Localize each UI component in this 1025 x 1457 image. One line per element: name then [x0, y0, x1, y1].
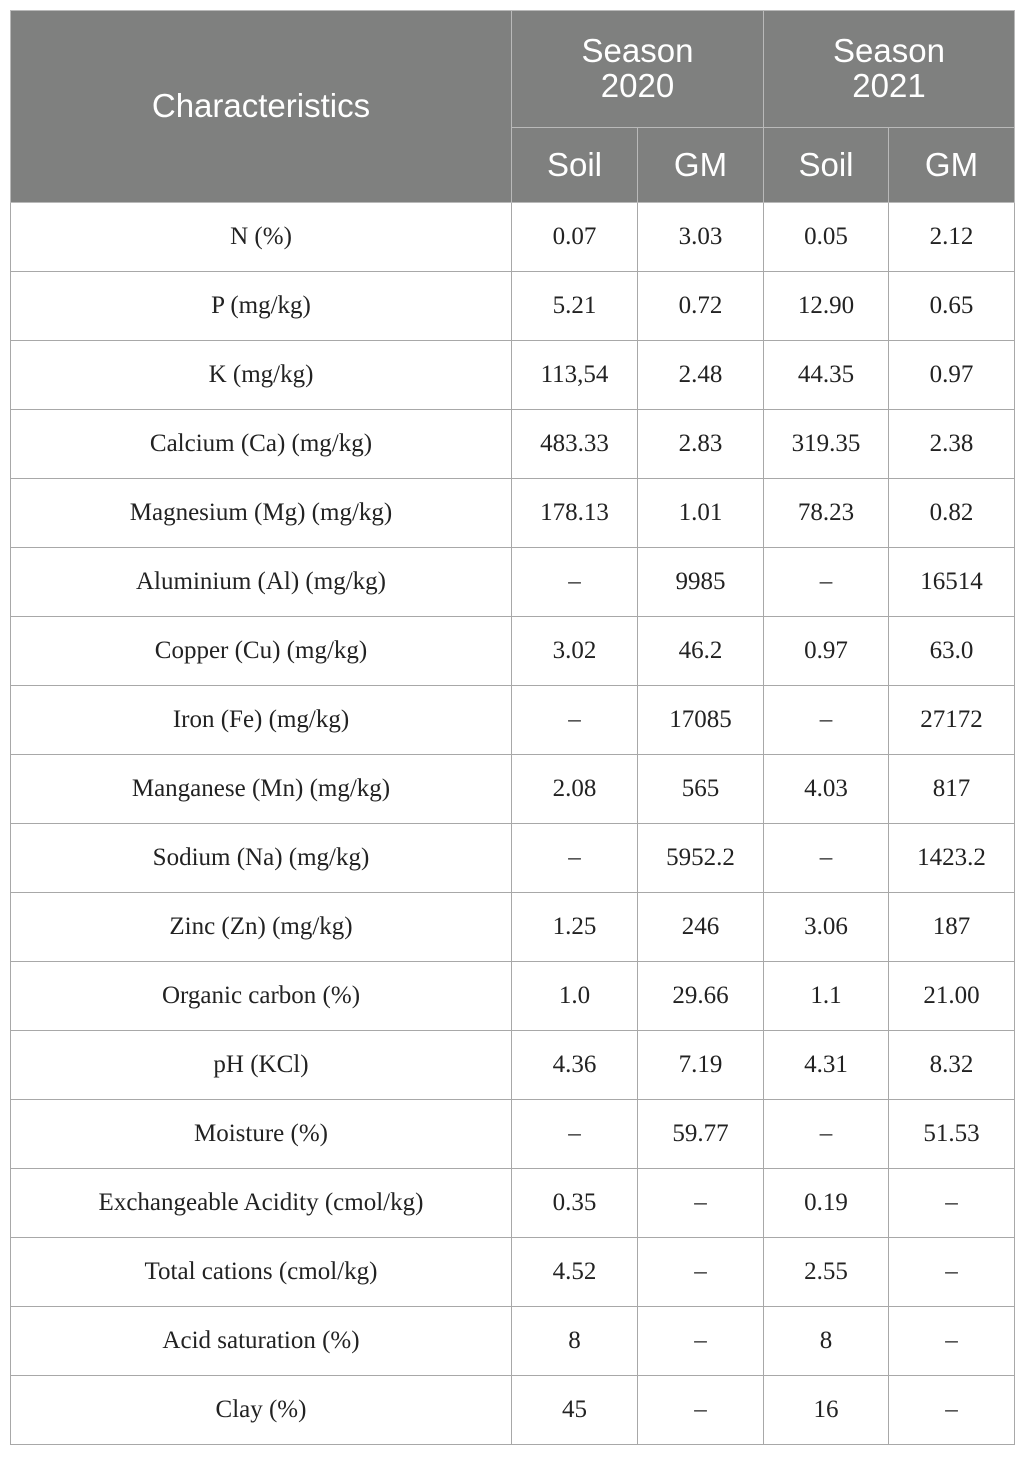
cell-2021-gm: –	[889, 1169, 1015, 1238]
row-characteristic: N (%)	[11, 203, 512, 272]
table-row	[11, 1031, 1015, 1100]
cell-2020-gm: 565	[638, 755, 764, 824]
row-characteristic: Manganese (Mn) (mg/kg)	[11, 755, 512, 824]
cell-2021-soil: 0.19	[764, 1169, 889, 1238]
cell-2020-gm: 29.66	[638, 962, 764, 1031]
table-row	[11, 272, 1015, 341]
cell-2021-gm: 1423.2	[889, 824, 1015, 893]
cell-2020-soil: –	[512, 1100, 638, 1169]
cell-2021-gm: 16514	[889, 548, 1015, 617]
cell-2021-gm: 2.38	[889, 410, 1015, 479]
cell-2020-gm: –	[638, 1376, 764, 1445]
header-season-2020-line2: 2020	[600, 67, 675, 104]
header-characteristics: Characteristics	[11, 11, 512, 203]
cell-2020-gm: –	[638, 1238, 764, 1307]
table-header	[11, 11, 1015, 203]
cell-2021-soil: 4.31	[764, 1031, 889, 1100]
table-row	[11, 1238, 1015, 1307]
row-characteristic: Clay (%)	[11, 1376, 512, 1445]
cell-2020-soil: 1.25	[512, 893, 638, 962]
cell-2020-soil: 1.0	[512, 962, 638, 1031]
cell-2021-soil: 2.55	[764, 1238, 889, 1307]
cell-2021-gm: 0.65	[889, 272, 1015, 341]
cell-2020-soil: 4.52	[512, 1238, 638, 1307]
table-row	[11, 548, 1015, 617]
cell-2020-soil: 113,54	[512, 341, 638, 410]
table-container	[10, 10, 1014, 1445]
cell-2021-gm: 817	[889, 755, 1015, 824]
cell-2021-gm: 63.0	[889, 617, 1015, 686]
cell-2020-soil: 4.36	[512, 1031, 638, 1100]
row-characteristic: Moisture (%)	[11, 1100, 512, 1169]
header-2020-soil: Soil	[512, 128, 638, 203]
cell-2021-gm: 21.00	[889, 962, 1015, 1031]
cell-2021-soil: –	[764, 824, 889, 893]
header-2020-gm: GM	[638, 128, 764, 203]
header-2021-gm: GM	[889, 128, 1015, 203]
table-row	[11, 686, 1015, 755]
row-characteristic: Acid saturation (%)	[11, 1307, 512, 1376]
row-characteristic: Organic carbon (%)	[11, 962, 512, 1031]
cell-2021-gm: 27172	[889, 686, 1015, 755]
cell-2021-soil: 78.23	[764, 479, 889, 548]
cell-2020-gm: 2.48	[638, 341, 764, 410]
cell-2020-soil: 8	[512, 1307, 638, 1376]
cell-2020-soil: 178.13	[512, 479, 638, 548]
cell-2020-soil: –	[512, 686, 638, 755]
cell-2020-soil: –	[512, 824, 638, 893]
cell-2021-soil: 12.90	[764, 272, 889, 341]
cell-2020-gm: 246	[638, 893, 764, 962]
cell-2021-soil: 0.05	[764, 203, 889, 272]
cell-2021-soil: –	[764, 548, 889, 617]
row-characteristic: P (mg/kg)	[11, 272, 512, 341]
cell-2021-soil: 319.35	[764, 410, 889, 479]
table-row	[11, 962, 1015, 1031]
table-row	[11, 617, 1015, 686]
cell-2020-gm: 59.77	[638, 1100, 764, 1169]
table-row	[11, 755, 1015, 824]
row-characteristic: K (mg/kg)	[11, 341, 512, 410]
header-2021-soil: Soil	[764, 128, 889, 203]
cell-2020-gm: 17085	[638, 686, 764, 755]
header-season-2021	[764, 11, 1015, 128]
cell-2021-gm: –	[889, 1307, 1015, 1376]
cell-2020-soil: 5.21	[512, 272, 638, 341]
cell-2020-gm: 1.01	[638, 479, 764, 548]
cell-2020-soil: 0.07	[512, 203, 638, 272]
table-row	[11, 341, 1015, 410]
cell-2020-soil: 2.08	[512, 755, 638, 824]
header-season-2021-line2: 2021	[852, 67, 926, 104]
cell-2021-soil: 8	[764, 1307, 889, 1376]
cell-2020-soil: –	[512, 548, 638, 617]
cell-2020-soil: 483.33	[512, 410, 638, 479]
cell-2021-gm: –	[889, 1238, 1015, 1307]
cell-2020-soil: 3.02	[512, 617, 638, 686]
cell-2020-soil: 0.35	[512, 1169, 638, 1238]
row-characteristic: Copper (Cu) (mg/kg)	[11, 617, 512, 686]
cell-2021-soil: 16	[764, 1376, 889, 1445]
row-characteristic: Zinc (Zn) (mg/kg)	[11, 893, 512, 962]
cell-2020-gm: 46.2	[638, 617, 764, 686]
cell-2021-gm: –	[889, 1376, 1015, 1445]
row-characteristic: Sodium (Na) (mg/kg)	[11, 824, 512, 893]
characteristics-table	[10, 10, 1015, 1445]
cell-2021-gm: 0.97	[889, 341, 1015, 410]
cell-2021-soil: 3.06	[764, 893, 889, 962]
cell-2021-soil: 44.35	[764, 341, 889, 410]
row-characteristic: Calcium (Ca) (mg/kg)	[11, 410, 512, 479]
row-characteristic: Magnesium (Mg) (mg/kg)	[11, 479, 512, 548]
cell-2020-gm: 7.19	[638, 1031, 764, 1100]
table-row	[11, 203, 1015, 272]
header-season-2020	[512, 11, 764, 128]
table-row	[11, 893, 1015, 962]
table-row	[11, 824, 1015, 893]
cell-2020-soil: 45	[512, 1376, 638, 1445]
cell-2020-gm: 5952.2	[638, 824, 764, 893]
cell-2021-soil: 4.03	[764, 755, 889, 824]
cell-2021-soil: –	[764, 686, 889, 755]
cell-2021-soil: 1.1	[764, 962, 889, 1031]
table-row	[11, 1169, 1015, 1238]
header-season-2021-line1: Season	[833, 32, 945, 70]
cell-2020-gm: –	[638, 1307, 764, 1376]
cell-2021-gm: 2.12	[889, 203, 1015, 272]
table-body	[11, 203, 1015, 1445]
cell-2020-gm: 9985	[638, 548, 764, 617]
table-row	[11, 479, 1015, 548]
table-row	[11, 1100, 1015, 1169]
cell-2020-gm: 0.72	[638, 272, 764, 341]
table-row	[11, 410, 1015, 479]
row-characteristic: Total cations (cmol/kg)	[11, 1238, 512, 1307]
cell-2020-gm: 3.03	[638, 203, 764, 272]
table-row	[11, 1307, 1015, 1376]
row-characteristic: Exchangeable Acidity (cmol/kg)	[11, 1169, 512, 1238]
cell-2021-gm: 187	[889, 893, 1015, 962]
table-row	[11, 1376, 1015, 1445]
cell-2020-gm: –	[638, 1169, 764, 1238]
cell-2021-gm: 8.32	[889, 1031, 1015, 1100]
row-characteristic: Aluminium (Al) (mg/kg)	[11, 548, 512, 617]
header-row-seasons	[11, 11, 1015, 128]
row-characteristic: pH (KCl)	[11, 1031, 512, 1100]
cell-2021-gm: 0.82	[889, 479, 1015, 548]
cell-2020-gm: 2.83	[638, 410, 764, 479]
row-characteristic: Iron (Fe) (mg/kg)	[11, 686, 512, 755]
cell-2021-soil: –	[764, 1100, 889, 1169]
cell-2021-gm: 51.53	[889, 1100, 1015, 1169]
cell-2021-soil: 0.97	[764, 617, 889, 686]
header-season-2020-line1: Season	[581, 32, 694, 70]
